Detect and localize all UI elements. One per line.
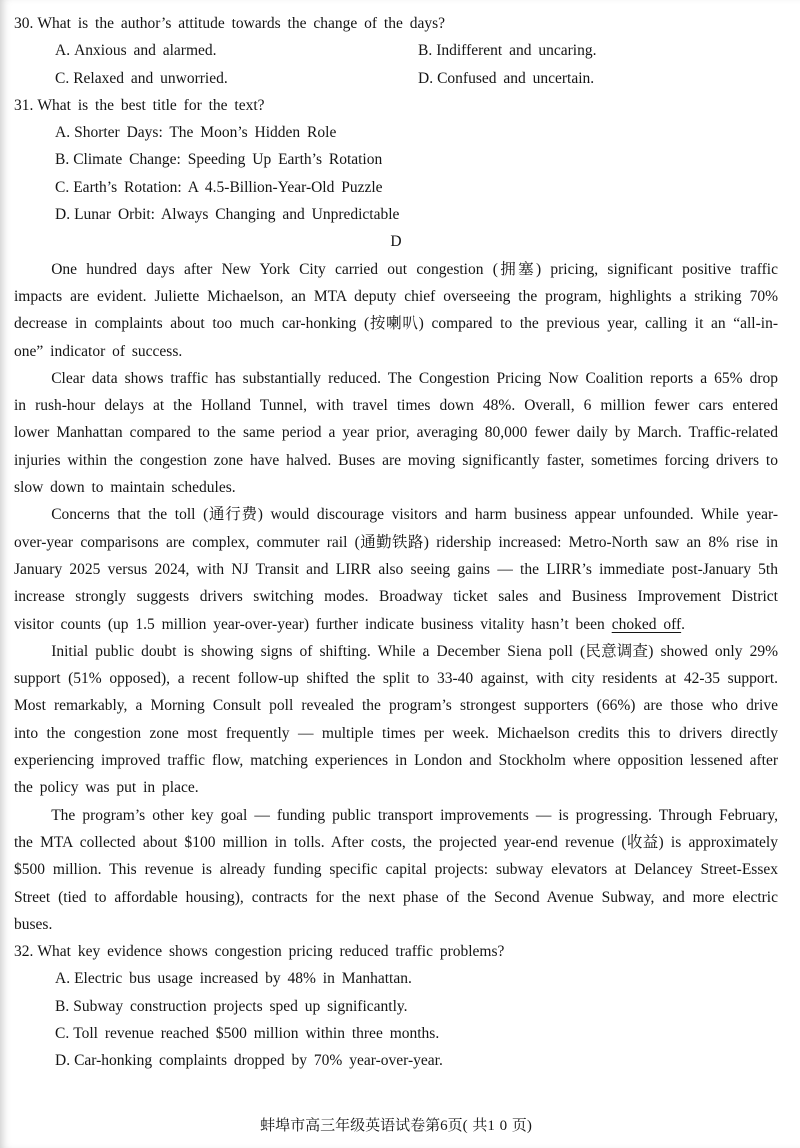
option-30-a — [55, 37, 418, 64]
option-31-a-label: A. — [55, 124, 71, 142]
option-32-b-text: Subway construction projects sped up significantly. — [73, 997, 408, 1015]
question-32-stem — [14, 938, 778, 965]
option-31-c-label: C. — [55, 178, 70, 196]
option-31-d — [55, 201, 778, 228]
question-30-options — [14, 37, 778, 92]
option-30-c-label: C. — [55, 69, 70, 87]
question-30-text: What is the author’s attitude towards the change of the days? — [37, 15, 445, 32]
question-32-number: 32. — [14, 943, 34, 961]
question-31-stem — [14, 92, 778, 119]
option-30-c-text: Relaxed and unworried. — [73, 69, 228, 87]
option-31-d-label: D. — [55, 206, 71, 224]
option-32-c-label: C. — [55, 1024, 70, 1042]
question-31-text: What is the best title for the text? — [37, 96, 265, 114]
question-31-number: 31. — [14, 96, 34, 114]
passage-paragraph-3 — [14, 501, 778, 637]
option-32-a-label: A. — [55, 970, 71, 988]
option-31-b-text: Climate Change: Speeding Up Earth’s Rotation — [73, 151, 383, 169]
question-30 — [14, 10, 778, 92]
passage-paragraph-5: The program’s other key goal — funding public transport improvements — is progressing. Through February, the MTA collected about $100 million in tolls. After costs, the projected year-end revenue (收益) is approximately $500 million. This revenue is already funding specific capital projects: subway elevators at Delancey Street-Essex Street (tied to affordable housing), contracts for the next phase of the Second Avenue Subway, and more electric buses. — [14, 806, 778, 933]
passage-paragraph-2: Clear data shows traffic has substantially reduced. The Congestion Pricing Now Coalition reports a 65% drop in rush-hour delays at the Holland Tunnel, with travel times down 48%. Overall, 6 million fewer cars entered lower Manhattan compared to the same period a year prior, averaging 80,000 fewer daily by March. Traffic-related injuries within the congestion zone have halved. Buses are moving significantly faster, sometimes forcing drivers to slow down to maintain schedules. — [14, 369, 778, 497]
question-32 — [14, 938, 778, 1074]
question-30-stem — [14, 10, 778, 37]
option-31-c-text: Earth’s Rotation: A 4.5-Billion-Year-Old Puzzle — [73, 178, 383, 196]
option-32-b-label: B. — [55, 997, 70, 1015]
option-30-d — [418, 65, 778, 92]
option-30-a-text: Anxious and alarmed. — [74, 42, 217, 60]
passage-section-label: D — [390, 233, 402, 251]
option-30-a-label: A. — [55, 42, 71, 60]
option-31-d-text: Lunar Orbit: Always Changing and Unpredictable — [74, 206, 400, 224]
option-30-b — [418, 37, 778, 64]
option-30-b-label: B. — [418, 42, 433, 60]
option-30-d-text: Confused and uncertain. — [437, 69, 595, 87]
question-31 — [14, 92, 778, 228]
option-32-d-text: Car-honking complaints dropped by 70% year-over-year. — [74, 1052, 443, 1070]
option-31-a — [55, 119, 778, 146]
option-32-c-text: Toll revenue reached $500 million within three months. — [73, 1024, 440, 1042]
passage-paragraph-1: One hundred days after New York City carried out congestion (拥塞) pricing, significant positive traffic impacts are evident. Juliette Michaelson, an MTA deputy chief overseeing the program, highlights a striking 70% decrease in complaints about too much car-honking (按喇叭) compared to the previous year, calling it an “all-in-one” indicator of success. — [14, 260, 778, 360]
question-30-number: 30. — [14, 15, 34, 32]
passage-paragraph-4: Initial public doubt is showing signs of shifting. While a December Siena poll (民意调查) showed only 29% support (51% opposed), a recent follow-up shifted the split to 33-40 against, with city residents at 42-35 support. Most remarkably, a Morning Consult poll revealed the program’s strongest supporters (66%) are those who drive into the congestion zone most frequently — multiple times per week. Michaelson credits this to drivers directly experiencing improved traffic flow, matching experiences in London and Stockholm where opposition lessened after the policy was put in place. — [14, 642, 778, 797]
question-32-options — [14, 965, 778, 1074]
option-31-c — [55, 174, 778, 201]
option-32-b — [55, 993, 778, 1020]
reading-passage — [14, 228, 778, 938]
question-31-options — [14, 119, 778, 228]
option-32-c — [55, 1020, 778, 1047]
underlined-phrase: choked off — [611, 615, 682, 633]
option-32-a — [55, 965, 778, 992]
option-32-a-text: Electric bus usage increased by 48% in Manhattan. — [74, 970, 412, 988]
page-footer: 蚌埠市高三年级英语试卷第6页( 共1 0 页) — [260, 1117, 532, 1134]
option-31-a-text: Shorter Days: The Moon’s Hidden Role — [74, 124, 337, 142]
paragraph-3-period: . — [681, 615, 685, 633]
paragraph-3-text: Concerns that the toll (通行费) would discourage visitors and harm business appear unfounded. While year-over-year comparisons are complex, commuter rail (通勤铁路) ridership increased: Metro-North saw an 8% rise in January 2025 versus 2024, with NJ Transit and LIRR also seeing gains — the LIRR’s immediate post-January 5th increase strongly suggests drivers switching modes. Broadway ticket sales and Business Improvement District visitor counts (up 1.5 million year-over-year) further indicate business vitality hasn’t been — [14, 506, 778, 633]
option-31-b — [55, 146, 778, 173]
question-32-text: What key evidence shows congestion pricing reduced traffic problems? — [37, 943, 505, 961]
option-30-b-text: Indifferent and uncaring. — [436, 42, 597, 60]
option-30-d-label: D. — [418, 69, 434, 87]
option-31-b-label: B. — [55, 151, 70, 169]
option-32-d — [55, 1047, 778, 1074]
option-30-c — [55, 65, 418, 92]
option-32-d-label: D. — [55, 1052, 71, 1070]
